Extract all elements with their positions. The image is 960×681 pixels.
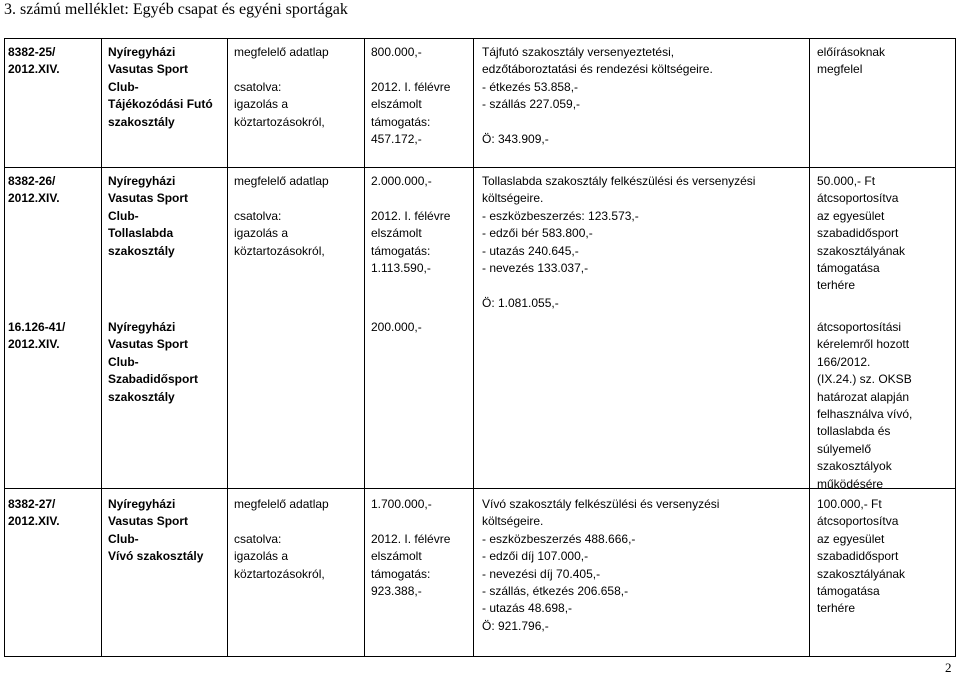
note-line: átcsoportosítva [817,191,899,206]
purpose-line: Vívó szakosztály felkészülési és versenyzési [482,497,720,511]
note-line: az egyesület [817,208,885,223]
note-line: tollaslabda és [817,424,891,439]
column-divider [364,38,365,657]
purpose-line: Ö: 1.081.055,- [482,295,559,310]
amount-line: elszámolt [371,97,422,112]
club-name-line: Vívó szakosztály [108,549,204,564]
amount-line: elszámolt [371,226,422,241]
note-line: terhére [817,601,856,616]
note-line: szakosztályok [817,459,892,474]
purpose-line [482,277,755,294]
amount-line: 2012. I. félévre [371,208,451,223]
note-line: az egyesület [817,531,885,546]
amount-line: 457.172,- [371,132,422,147]
documents-cell [234,496,329,583]
row-divider [4,167,956,168]
documents-line: köztartozásokról, [234,243,325,258]
record-id-line: 2012.XIV. [8,191,60,206]
column-divider [227,38,228,657]
record-id-line: 8382-27/ [8,497,56,511]
note-line: súlyemelő [817,441,872,456]
purpose-line: Tollaslabda szakosztály felkészülési és versenyzési [482,174,756,188]
purpose-line: - szállás, étkezés 206.658,- [482,584,629,599]
note-line: 50.000,- Ft [817,174,876,188]
purpose-line: - nevezés 133.037,- [482,261,589,276]
club-name-line: Nyíregyházi [108,497,176,511]
record-id-cell [8,319,65,354]
purpose-line: Ö: 343.909,- [482,132,549,147]
amount-line: 1.113.590,- [371,261,431,276]
amount-cell [371,44,450,148]
club-name-line: Vasutas Sport [108,62,189,77]
club-name-cell [108,44,213,131]
note-line: 166/2012. [817,354,871,369]
column-divider [809,38,810,657]
documents-line [234,61,329,78]
documents-line: csatolva: [234,531,282,546]
page-heading: 3. számú melléklet: Egyéb csapat és egyéni sportágak [4,1,348,18]
club-name-cell [108,319,198,406]
purpose-line [482,114,713,131]
club-name-line: szakosztály [108,114,175,129]
purpose-line: - eszközbeszerzés: 123.573,- [482,208,639,223]
note-line: szakosztályának [817,566,906,581]
purpose-cell [482,44,713,148]
club-name-line: Nyíregyházi [108,45,176,59]
note-line: szabadidősport [817,549,899,564]
purpose-line: - étkezés 53.858,- [482,79,579,94]
note-line: működésére [817,476,884,491]
purpose-line: Tájfutó szakosztály versenyeztetési, [482,45,675,59]
note-line: előírásoknak [817,45,886,59]
club-name-line: Vasutas Sport [108,337,189,352]
note-line: támogatása [817,261,880,276]
club-name-line: Nyíregyházi [108,174,176,188]
note-line: felhasználva vívó, [817,407,913,422]
club-name-line: Club- [108,208,139,223]
note-cell [817,319,912,493]
documents-line: csatolva: [234,208,282,223]
note-line: határozat alapján [817,389,910,404]
note-line: szabadidősport [817,226,899,241]
club-name-line: Tollaslabda [108,226,174,241]
club-name-line: Vasutas Sport [108,191,189,206]
amount-line: 2012. I. félévre [371,79,451,94]
record-id-cell [8,173,60,208]
note-cell [817,496,905,618]
club-name-cell [108,173,188,260]
amount-line: 923.388,- [371,584,422,599]
purpose-line: Ö: 921.796,- [482,618,549,633]
amount-line: 800.000,- [371,45,422,59]
record-id-line: 8382-26/ [8,174,56,188]
note-line: megfelel [817,62,863,77]
amount-line: elszámolt [371,549,422,564]
club-name-line: szakosztály [108,389,175,404]
club-name-cell [108,496,203,566]
record-id-line: 16.126-41/ [8,320,66,334]
record-id-line: 2012.XIV. [8,62,60,77]
purpose-line: - nevezési díj 70.405,- [482,566,601,581]
club-name-line: Club- [108,79,139,94]
amount-line [371,190,450,207]
page-number: 2 [945,660,952,675]
amount-line: 1.700.000,- [371,497,432,511]
club-name-line: Vasutas Sport [108,514,189,529]
amount-line: 2.000.000,- [371,174,432,188]
amount-line: 2012. I. félévre [371,531,451,546]
club-name-line: Nyíregyházi [108,320,176,334]
documents-line: igazolás a [234,549,289,564]
purpose-line: - utazás 240.645,- [482,243,579,258]
note-line: 100.000,- Ft [817,497,882,511]
club-name-line: Tájékozódási Futó [108,97,213,112]
record-id-cell [8,496,60,531]
documents-line: igazolás a [234,97,289,112]
documents-line: köztartozásokról, [234,114,325,129]
note-line: terhére [817,278,856,293]
purpose-line: - eszközbeszerzés 488.666,- [482,531,636,546]
amount-line: támogatás: [371,114,431,129]
club-name-line: szakosztály [108,243,175,258]
note-line: (IX.24.) sz. OKSB [817,372,912,387]
record-id-line: 2012.XIV. [8,514,60,529]
table-bottom-border [4,656,956,657]
column-divider [101,38,102,657]
purpose-cell [482,496,719,635]
note-line: szakosztályának [817,243,906,258]
purpose-line: költségeire. [482,514,544,529]
club-name-line: Szabadidősport [108,372,199,387]
club-name-line: Club- [108,354,139,369]
purpose-line: edzőtáboroztatási és rendezési költségeire. [482,62,713,77]
documents-line [234,190,329,207]
purpose-cell [482,173,755,312]
note-line: támogatása [817,584,880,599]
note-line: átcsoportosítási [817,320,902,334]
note-cell [817,173,905,295]
purpose-line: - szállás 227.059,- [482,97,581,112]
note-cell [817,44,885,79]
purpose-line: - edzői bér 583.800,- [482,226,593,241]
amount-line: támogatás: [371,243,431,258]
record-id-cell [8,44,60,79]
amount-line: támogatás: [371,566,431,581]
purpose-line: - utazás 48.698,- [482,601,573,616]
record-id-line: 2012.XIV. [8,337,60,352]
amount-cell [371,496,450,600]
documents-line: megfelelő adatlap [234,45,329,59]
documents-line: csatolva: [234,79,282,94]
amount-line: 200.000,- [371,320,422,334]
note-line: átcsoportosítva [817,514,899,529]
purpose-line: - edzői díj 107.000,- [482,549,589,564]
documents-line: megfelelő adatlap [234,497,329,511]
documents-line: megfelelő adatlap [234,174,329,188]
note-line: kérelemről hozott [817,337,910,352]
amount-line [371,61,450,78]
record-id-line: 8382-25/ [8,45,56,59]
amount-cell [371,173,450,277]
purpose-line: költségeire. [482,191,544,206]
documents-cell [234,173,329,260]
club-name-line: Club- [108,531,139,546]
documents-line [234,513,329,530]
documents-line: igazolás a [234,226,289,241]
column-divider [473,38,474,657]
row-divider [4,488,956,489]
documents-cell [234,44,329,131]
amount-line [371,513,450,530]
amount-cell [371,319,422,336]
documents-line: köztartozásokról, [234,566,325,581]
